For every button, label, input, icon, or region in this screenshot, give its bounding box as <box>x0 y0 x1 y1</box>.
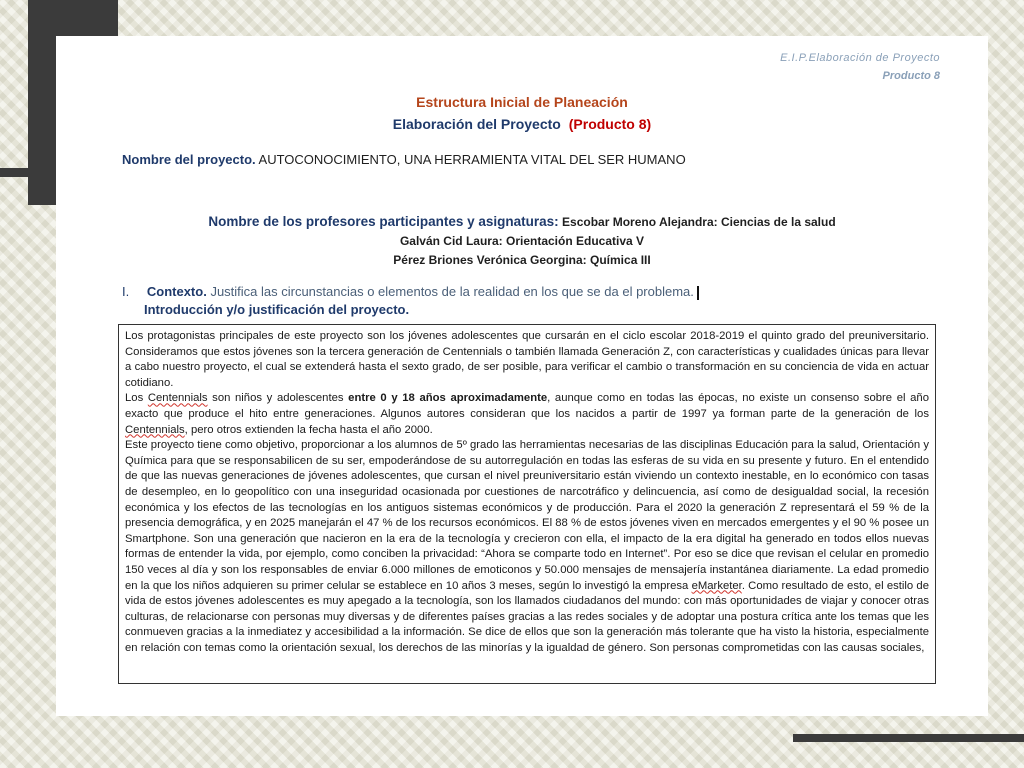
paragraph: Este proyecto tiene como objetivo, proporcionar a los alumnos de 5º grado las herramientas necesarias de las disciplinas Educación para la salud, Orientación y Química para que se responsabilicen de su ser, empoderándose de su autorregulación en todas las esferas de su vida en su presente y futuro. En el entendido de que las nuevas generaciones de jóvenes adolescentes, que cursan el nivel preuniversitario están viviendo un contexto inestable, en lo económico con tasas de desempleo, en lo geopolítico con una inseguridad ocasionada por cuestiones de narcotráfico y delincuencia, así como de desigualdad social, la recesión económica y los efectos de las tecnologías en los antiguos sistemas económicos y de producción. Para el 2020 la generación Z representará el 59 % de la presencia demográfica, y en 2025 manejarán el 47 % de los recursos económicos. El 88 % de estos jóvenes viven en mercados emergentes y el 90 % posee un Smartphone. Son una generación que nacieron en la era de la tecnología y crecieron con ella, el impacto de la era digital ha generado en todos ellos nuevas formas de entender la vida, por ejemplo, como conciben la privacidad: “Ahora se comparte todo en Internet”. Por eso se dice que revisan el celular en promedio 150 veces al día y son los responsables de enviar 6.000 millones de emoticonos y 50.000 mensajes de mensajería instantánea diariamente. La edad promedio en la que los niños adquieren su primer celular se establece en 10 años 3 meses, según lo investigó la empresa eMarketer. Como resultado de esto, el estilo de vida de estos jóvenes adolescentes es muy apegado a la tecnología, son los llamados ciudadanos del mundo: con más oportunidades de viajar y conocer otras culturas, de relacionarse con personas muy diversas y de diferentes países gracias a las redes sociales y de adoptar una postura crítica ante los temas que les conmueven gracias a la inmediatez y accesibilidad a la información. Se dice de ellos que son la generación más tolerante que ha visto la historia, especialmente en relación con temas como la orientación sexual, los derechos de las minorías y la igualdad de género. Son personas comprometidas con las causas sociales, <box>125 439 929 654</box>
document-subtitle <box>56 116 988 132</box>
spellcheck-word: Centennials <box>125 423 185 436</box>
justification-textbox[interactable] <box>118 324 936 684</box>
subtitle-product: (Producto 8) <box>568 116 652 132</box>
decorative-bar-bottom-right <box>793 734 1024 742</box>
paragraph: Los protagonistas principales de este proyecto son los jóvenes adolescentes que cursarán en el ciclo escolar 2018-2019 el quinto grado del preuniversitario. Consideramos que estos jóvenes son la tercera generación de Centennials o también llamada Generación Z, con características y cualidades únicas para llevar a cabo nuestro proyecto, el cual se extenderá hasta el sexto grado, de ser posible, para verificar el cambio o transformación en su conciencia de vida en actuar cotidiano. <box>125 330 929 389</box>
header-project-label: E.I.P.Elaboración de Proyecto <box>780 52 940 64</box>
header-product-label: Producto 8 <box>882 70 940 82</box>
subtitle-text: Elaboración del Proyecto <box>392 116 561 132</box>
teacher-item: Pérez Briones Verónica Georgina: Química III <box>393 253 651 267</box>
teachers-block <box>56 212 988 270</box>
project-name-label: Nombre del proyecto. <box>122 152 256 167</box>
document-title: Estructura Inicial de Planeación <box>416 94 628 110</box>
text-cursor <box>697 286 699 300</box>
spellcheck-word: eMarketer <box>691 579 742 592</box>
decorative-block-top <box>58 0 118 36</box>
context-description: Justifica las circunstancias o elementos de la realidad en los que se da el problema. <box>210 284 694 299</box>
teacher-item: Galván Cid Laura: Orientación Educativa V <box>399 234 645 248</box>
teachers-first-line <box>56 212 988 232</box>
decorative-bar-left <box>0 168 58 177</box>
teachers-label: Nombre de los profesores participantes y asignaturas: <box>208 214 559 229</box>
paragraph: Los Centennials son niños y adolescentes entre 0 y 18 años aproximadamente, aunque como en todas las épocas, no existe un consenso sobre el año exacto que produce el hito entre generaciones. Algunos autores consideran que los nacidos a partir de 1997 ya forman parte de la generación de los Centennials, pero otros extienden la fecha hasta el año 2000. <box>125 392 929 436</box>
project-name-value: AUTOCONOCIMIENTO, UNA HERRAMIENTA VITAL DEL SER HUMANO <box>258 152 686 167</box>
context-number: I. <box>122 284 130 299</box>
intro-heading: Introducción y/o justificación del proyecto. <box>144 302 410 317</box>
context-label: Contexto. <box>146 284 207 299</box>
spellcheck-word: Centennials <box>147 392 208 405</box>
context-heading <box>122 284 699 300</box>
bold-phrase: entre 0 y 18 años aproximadamente <box>348 392 548 405</box>
project-name-row <box>122 152 686 167</box>
teacher-item: Escobar Moreno Alejandra: Ciencias de la salud <box>562 215 836 229</box>
slide-document <box>56 36 988 716</box>
